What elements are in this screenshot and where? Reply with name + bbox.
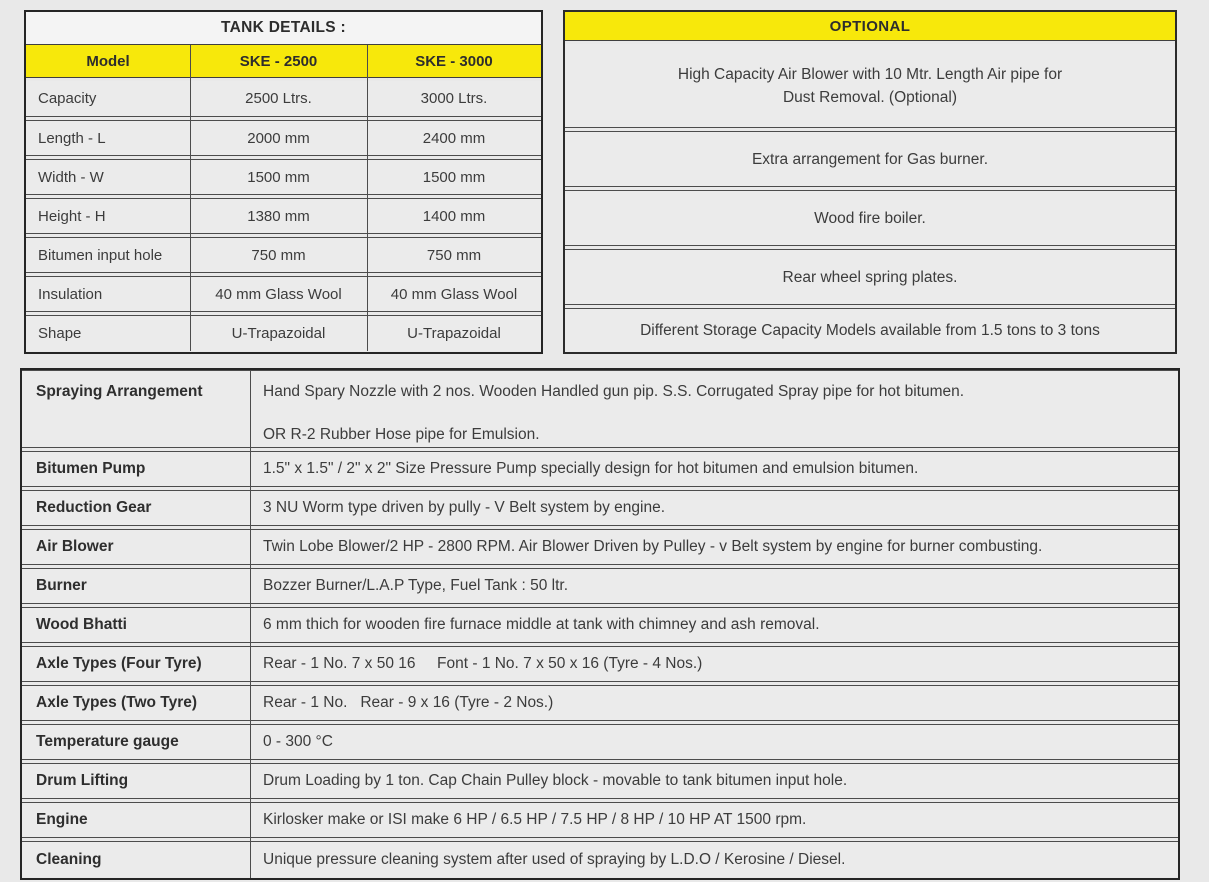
row-label: Shape	[38, 325, 82, 342]
row-label: Length - L	[38, 129, 106, 147]
optional-item-line: Dust Removal. (Optional)	[782, 88, 957, 106]
spec-value: 6 mm thich for wooden fire furnace middle at tank with chimney and ash removal.	[263, 616, 820, 633]
optional-items	[565, 41, 1175, 352]
table-row	[26, 159, 541, 195]
cell-value: U-Trapazoidal	[231, 325, 326, 342]
spec-row	[22, 490, 1178, 526]
spec-label: Air Blower	[36, 538, 114, 555]
spec-label: Bitumen Pump	[36, 460, 146, 477]
tank-details-header-row	[26, 45, 541, 78]
optional-item	[565, 249, 1175, 305]
column-header-ske-3000: SKE - 3000	[415, 52, 493, 70]
cell-value: 750 mm	[251, 246, 306, 264]
tank-details-title: TANK DETAILS :	[26, 12, 541, 45]
spec-value: 1.5" x 1.5" / 2" x 2" Size Pressure Pump specially design for hot bitumen and emulsion bitumen.	[263, 460, 919, 477]
spec-row	[22, 529, 1178, 565]
tank-details-rows	[26, 78, 541, 351]
cell-value: 2500 Ltrs.	[245, 90, 312, 107]
optional-item	[565, 308, 1175, 352]
column-divider	[250, 370, 251, 878]
optional-panel	[563, 10, 1177, 354]
table-row	[26, 276, 541, 312]
column-divider	[190, 45, 191, 351]
spec-label: Axle Types (Two Tyre)	[36, 694, 198, 711]
optional-item-line: Extra arrangement for Gas burner.	[751, 150, 989, 168]
cell-value: 1500 mm	[247, 168, 310, 186]
optional-item	[565, 44, 1175, 128]
column-divider	[367, 45, 368, 351]
specifications-table	[20, 368, 1180, 880]
spec-row	[22, 841, 1178, 877]
cell-value: 2000 mm	[247, 129, 310, 147]
optional-item-line: Wood fire boiler.	[814, 209, 926, 227]
optional-item	[565, 131, 1175, 187]
optional-item-line: Rear wheel spring plates.	[782, 268, 958, 286]
spec-row	[22, 646, 1178, 682]
spec-row	[22, 568, 1178, 604]
tank-details-body	[26, 45, 541, 351]
cell-value: 750 mm	[426, 246, 482, 264]
cell-value: 40 mm Glass Wool	[215, 285, 342, 303]
spec-value: Unique pressure cleaning system after used of spraying by L.D.O / Kerosine / Diesel.	[263, 850, 846, 868]
spec-value: Rear - 1 No. 7 x 50 16 Font - 1 No. 7 x 50 x 16 (Tyre - 4 Nos.)	[263, 655, 703, 672]
spec-row	[22, 370, 1178, 448]
spec-label: Engine	[36, 811, 88, 828]
optional-item-line: Different Storage Capacity Models available from 1.5 tons to 3 tons	[640, 322, 1100, 339]
table-row	[26, 315, 541, 351]
cell-value: 1400 mm	[422, 207, 486, 225]
spec-row	[22, 607, 1178, 643]
spec-value: Twin Lobe Blower/2 HP - 2800 RPM. Air Blower Driven by Pulley - v Belt system by engine for burner combusting.	[263, 538, 1043, 555]
column-header-model: Model	[86, 52, 130, 70]
optional-item-line: High Capacity Air Blower with 10 Mtr. Length Air pipe for	[677, 65, 1063, 83]
column-header-ske-2500: SKE - 2500	[239, 52, 318, 70]
cell-value: 2400 mm	[422, 129, 486, 147]
cell-value: U-Trapazoidal	[407, 325, 501, 342]
row-label: Width - W	[38, 168, 104, 186]
spec-value: Kirlosker make or ISI make 6 HP / 6.5 HP / 7.5 HP / 8 HP / 10 HP AT 1500 rpm.	[263, 811, 807, 828]
cell-value: 1380 mm	[247, 207, 310, 225]
spec-value: 0 - 300 °C	[263, 733, 333, 750]
cell-value: 3000 Ltrs.	[420, 90, 488, 107]
spec-label: Wood Bhatti	[36, 616, 127, 633]
spec-value: 3 NU Worm type driven by pully - V Belt system by engine.	[263, 499, 666, 516]
optional-title: OPTIONAL	[565, 12, 1175, 41]
spec-value: Rear - 1 No. Rear - 9 x 16 (Tyre - 2 Nos.)	[263, 694, 554, 711]
spec-label: Axle Types (Four Tyre)	[36, 655, 202, 672]
spec-value	[250, 371, 1178, 444]
spec-label: Burner	[36, 577, 87, 594]
table-row	[26, 237, 541, 273]
spec-value: Drum Loading by 1 ton. Cap Chain Pulley block - movable to tank bitumen input hole.	[263, 772, 848, 789]
spec-label: Cleaning	[36, 850, 102, 868]
row-label: Bitumen input hole	[38, 246, 163, 264]
spec-label: Drum Lifting	[36, 772, 129, 789]
spec-value-line: OR R-2 Rubber Hose pipe for Emulsion.	[263, 426, 540, 443]
cell-value: 1500 mm	[422, 168, 486, 186]
spec-row	[22, 802, 1178, 838]
spec-value-line: Hand Spary Nozzle with 2 nos. Wooden Handled gun pip. S.S. Corrugated Spray pipe for hot bitumen.	[263, 383, 965, 400]
spec-row	[22, 685, 1178, 721]
table-row	[26, 81, 541, 117]
cell-value: 40 mm Glass Wool	[390, 285, 518, 303]
specifications-body	[22, 370, 1178, 878]
spec-row	[22, 763, 1178, 799]
optional-item	[565, 190, 1175, 246]
spec-label: Temperature gauge	[36, 733, 179, 750]
row-label: Height - H	[38, 207, 106, 225]
spec-row	[22, 724, 1178, 760]
tank-details-table	[24, 10, 543, 354]
spec-label: Spraying Arrangement	[36, 383, 203, 400]
spec-value: Bozzer Burner/L.A.P Type, Fuel Tank : 50 ltr.	[263, 577, 568, 594]
table-row	[26, 198, 541, 234]
row-label: Capacity	[38, 90, 97, 107]
spec-label: Reduction Gear	[36, 499, 152, 516]
spec-row	[22, 451, 1178, 487]
table-row	[26, 120, 541, 156]
row-label: Insulation	[38, 285, 103, 303]
